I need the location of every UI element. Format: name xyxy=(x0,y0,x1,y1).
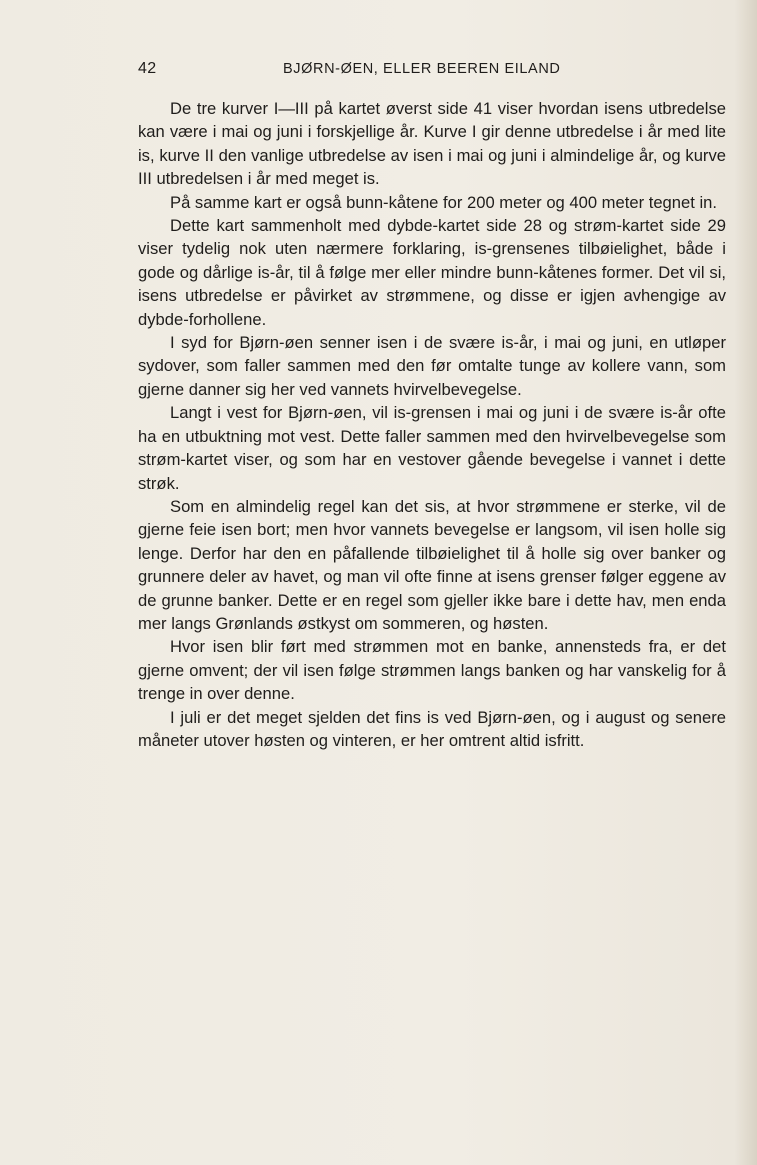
paragraph: På samme kart er også bunn-kåtene for 200 meter og 400 meter tegnet in. xyxy=(170,192,717,212)
page-header xyxy=(138,60,726,82)
running-title: BJØRN-ØEN, ELLER BEEREN EILAND xyxy=(283,61,561,77)
paragraph: I syd for Bjørn-øen senner isen i de svære is-år, i mai og juni, en utløper sydover, som faller sammen med den før omtalte tunge av kollere vann, som gjerne danner sig her ved vannets hvirvelbevegelse. xyxy=(138,333,726,399)
paragraph: Dette kart sammenholt med dybde-kartet side 28 og strøm-kartet side 29 viser tydelig nok uten nærmere forklaring, is-grensenes tilbøielighet, både i gode og dårlige is-år, til å følge mer eller mindre bunn-kåtenes former. Det vil si, isens utbredelse er påvirket av strømmene, og disse er igjen avhengige av dybde-forhollene. xyxy=(138,216,726,329)
paragraph: Hvor isen blir ført med strømmen mot en banke, annensteds fra, er det gjerne omvent; der vil isen følge strømmen langs banken og har vanskelig for å trenge in over denne. xyxy=(138,637,726,704)
paragraph: Langt i vest for Bjørn-øen, vil is-grensen i mai og juni i de svære is-år ofte ha en utbuktning mot vest. Dette faller sammen med den hvirvelbevegelse som strøm-kartet viser, og som har en vestover gående bevegelse i vannet i dette strøk. xyxy=(138,403,726,493)
paragraph: De tre kurver I—III på kartet øverst side 41 viser hvordan isens utbredelse kan være i mai og juni i forskjellige år. Kurve I gir denne utbredelse i år med lite is, kurve II den vanlige utbredelse av isen i mai og juni i almindelige år, og kurve III utbredelsen i år med meget is. xyxy=(138,99,726,189)
paragraph: Som en almindelig regel kan det sis, at hvor strømmene er sterke, vil de gjerne feie isen bort; men hvor vannets bevegelse er langsom, vil isen holle sig lenge. Derfor har den en påfallende tilbøielighet til å holle sig over banker og grunnere deler av havet, og man vil ofte finne at isens grenser følger eggene av de grunne banker. Dette er en regel som gjeller ikke bare i dette hav, men enda mer langs Grønlands østkyst om sommeren, og høsten. xyxy=(138,496,726,633)
paragraph: I juli er det meget sjelden det fins is ved Bjørn-øen, og i august og senere måneter utover høsten og vinteren, er her omtrent altid isfritt. xyxy=(138,707,726,750)
page-number: 42 xyxy=(138,60,157,77)
body-text xyxy=(138,97,726,752)
